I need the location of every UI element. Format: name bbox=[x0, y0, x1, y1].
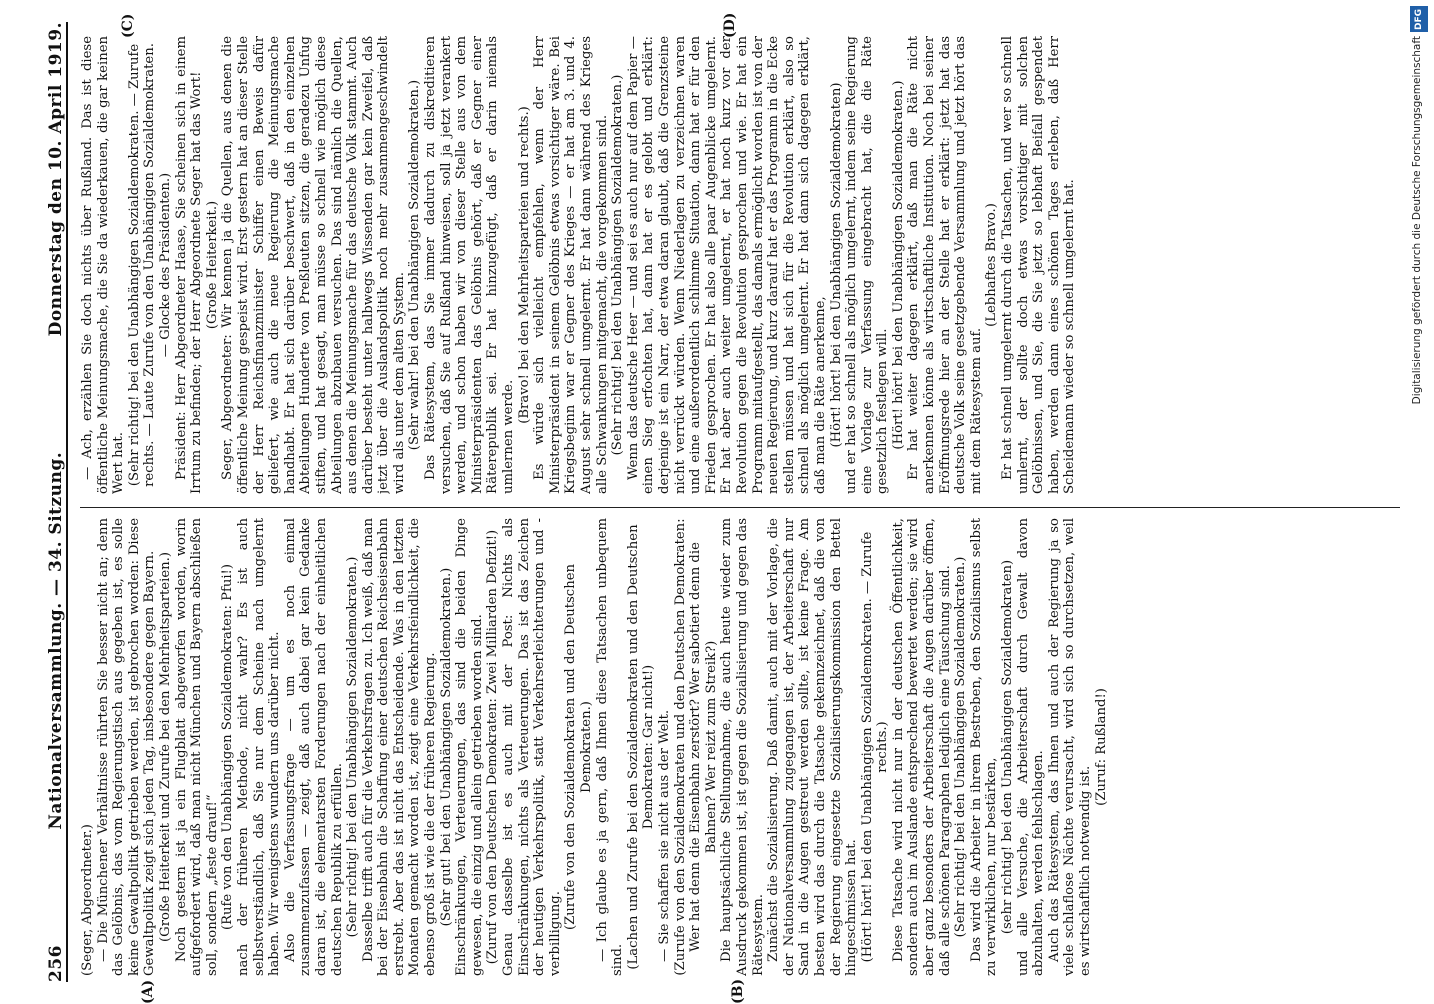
column-divider bbox=[80, 507, 1400, 508]
paragraph: Die hauptsächliche Stellungnahme, die auch heute wieder zum Ausdruck gekommen ist, ist gegen die Sozialisierung und gegen das Rätesystem. bbox=[719, 518, 766, 976]
stage-direction: (Hört! hört! bei den Unabhängigen Sozialdemokraten.) bbox=[890, 80, 906, 450]
paragraph: und er hat so schnell als möglich umgelernt, indem seine Regierung eine Vorlage zur Verfassung eingebracht hat, die die Räte gesetzlich festlegen will. bbox=[844, 36, 891, 494]
running-head bbox=[42, 22, 68, 982]
paragraph: Zunächst die Sozialisierung. Daß damit, auch mit der Vorlage, die der Nationalversammlung zugegangen ist, der Arbeiterschaft nur Sand in die Augen gestreut werden sollte, ist keine Frage. Am besten wird das durch die Tatsache gekennzeichnet, daß die von der Regierung eingesetzte Sozialisierungskommission den Bettel hingeschmissen hat. bbox=[766, 518, 860, 976]
paragraph: Einschränkungen, Verteuerungen, das sind die beiden Dinge gewesen, die einzig und allein getrieben worden sind. bbox=[454, 518, 485, 976]
paragraph: Präsident: Herr Abgeordneter Haase, Sie scheinen sich in einem Irrtum zu befinden; der Herr Abgeordnete Seger hat das Wort! bbox=[173, 36, 205, 494]
paragraph: Diese Tatsache wird nicht nur in der deutschen Öffentlichkeit, sondern auch im Auslande entsprechend bewertet werden; sie wird aber ganz besonders der Arbeiterschaft die Augen darüber öffnen, daß alle schönen Paragraphen lediglich eine Täuschung sind. bbox=[890, 518, 953, 976]
stage-direction: (Lebhaftes Bravo.) bbox=[984, 203, 1000, 327]
stage-direction: (Große Heiterkeit und Zurufe bei den Mehrheitsparteien.) bbox=[157, 552, 173, 942]
paragraph: Auch das Rätesystem, das Ihnen und auch der Regierung ja so viele schlaflose Nächte verursacht, wird sich so durchsetzen, weil es wirtschaftlich notwendig ist. bbox=[1046, 518, 1093, 976]
stage-direction: (Bravo! bei den Mehrheitsparteien und rechts.) bbox=[516, 106, 532, 424]
dfg-logo: DFG bbox=[1410, 6, 1428, 32]
stage-direction: (Lachen und Zurufe bei den Sozialdemokraten und den Deutschen Demokraten: Gar nicht!) bbox=[625, 524, 657, 970]
paragraph: nach der früheren Methode, nicht wahr? Es ist auch selbstverständlich, daß Sie nur dem Scheine nach umgelernt haben. Wir wenigstens wundern uns darüber nicht. bbox=[235, 518, 283, 976]
paragraph: — Ich glaube es ja gern, daß Ihnen diese Tatsachen unbequem sind. bbox=[594, 518, 626, 976]
paragraph: Das wird die Arbeiter in ihrem Bestreben, den Sozialismus selbst zu verwirklichen, nur bestärken, bbox=[968, 518, 1000, 976]
stage-direction: (Sehr wahr! bei den Unabhängigen Sozialdemokraten.) bbox=[407, 79, 423, 451]
paragraph: Noch gestern ist ja ein Flugblatt abgeworfen worden, worin aufgefordert wird, daß man nicht München und Bayern abschließen soll, sondern „feste drauf!“ bbox=[173, 518, 220, 976]
paragraph: Also die Verfassungsfrage — um es noch einmal zusammenzufassen — zeigt, daß auch dabei gar kein Gedanke daran ist, die elementarsten Forderungen nach der einheitlichen deutschen Republik zu erfüllen. bbox=[282, 518, 345, 976]
paragraph: und alle Versuche, die Arbeiterschaft durch Gewalt davon abzuhalten, werden fehlschlagen. bbox=[1015, 518, 1047, 976]
stage-direction: (Sehr richtig! bei den Unabhängigen Sozialdemokraten.) bbox=[953, 556, 969, 938]
paragraph: Das Rätesystem, das Sie immer dadurch zu diskreditieren versuchen, daß Sie auf Rußland hinweisen, soll ja jetzt verankert werden, und schon haben wir von dieser Stelle aus von dem Ministerpräsidenten das Gelöbnis gehört, daß er Gegner einer Räterepublik sei. Er hat hinzugefügt, daß er darin niemals umlernen werde. bbox=[423, 36, 517, 494]
paragraph: Dasselbe trifft auch für die Verkehrsfragen zu. Ich weiß, daß man bei der Eisenbahn die Schaffung einer deutschen Reichseisenbahn erstrebt. Aber das ist nicht das Entscheidende. Was in den letzten Monaten gemacht worden ist, zeigt eine Verkehrsfeindlichkeit, die ebenso groß ist wie die der früheren Regierung. bbox=[360, 518, 439, 976]
stage-direction: (Zuruf: Rußland!) bbox=[1093, 688, 1109, 806]
stage-direction: (Zurufe von den Sozialdemokraten und den Deutschen Demokraten: Wer hat denn die Eisenbahn zerstört? Wer sabotiert denn die Bahnen? Wer reizt zum Streik?) bbox=[672, 518, 719, 976]
paragraph: — Die Münchener Verhältnisse rührten Sie besser nicht an; denn das Gelöbnis, das vom Regierungstisch aus gegeben ist, es solle keine Gewaltpolitik getrieben werden, ist gebrochen worden: Diese Gewaltpolitik zeigt sich jeden Tag, insbesondere gegen Bayern. bbox=[95, 518, 158, 976]
left-column bbox=[80, 518, 1405, 976]
right-column bbox=[80, 36, 1405, 494]
paragraph: Wenn das deutsche Heer — und sei es auch nur auf dem Papier — einen Sieg erfochten hat, dann hat er es gelobt und erklärt: derjenige ist ein Narr, der etwa daran glaubt, daß die Grenzsteine nicht verrückt würden. Wenn Niederlagen zu verzeichnen waren und eine außerordentlich schlimme Situation, dann hat er für den Frieden gesprochen. Er hat also alle paar Augenblicke umgelernt. Er hat aber auch weiter umgelernt, er hat noch kurz vor der Revolution gegen die Revolution gesprochen und wie. Er hat ein Programm mitaufgestellt, das damals ermöglicht worden ist von der neuen Regierung, und kurz darauf hat er das Programm in die Ecke stellen müssen und hat sich für die Revolution erklärt, also so schnell als möglich umgelernt. Er hat dann sich dagegen erklärt, daß man die Räte anerkenne, bbox=[625, 36, 828, 494]
margin-mark-c: (C) bbox=[120, 13, 136, 38]
paragraph: — Ach, erzählen Sie doch nichts über Rußland. Das ist diese öffentliche Meinungsmache, die Sie da wiederkauen, die gar keinen Wert hat. bbox=[80, 36, 127, 494]
header-date: Donnerstag den 10. April 1919. bbox=[46, 22, 66, 337]
margin-mark-d: (D) bbox=[722, 12, 738, 38]
credit-text: Digitalisierung gefördert durch die Deutsche Forschungsgemeinschaft bbox=[1411, 36, 1423, 405]
stage-direction: (Sehr richtig! bei den Unabhängigen Sozialdemokraten. — Zurufe rechts. — Laute Zurufe von den Unabhängigen Sozialdemokraten. — Glocke des Präsidenten.) bbox=[126, 43, 173, 487]
stage-direction: (sehr richtig! bei den Unabhängigen Sozialdemokraten) bbox=[1000, 559, 1016, 935]
stage-direction: (Große Heiterkeit.) bbox=[204, 200, 220, 330]
margin-mark-a: (A) bbox=[140, 979, 156, 1004]
paragraph: Seger, Abgeordneter: Wir kennen ja die Quellen, aus denen die öffentliche Meinung gespeist wird. Erst gestern hat an dieser Stelle der Herr Reichsfinanzminister Schiffer einen Beweis dafür geliefert, wie auch die neue Regierung die Meinungsmache handhabt. Er hat sich darüber beschwert, daß in den einzelnen Abteilungen Hunderte von Preßleuten sitzen, die geradezu Unfug stiften, und hat gesagt, man müsse so schnell wie möglich diese Abteilungen abzubauen versuchen. Das sind nämlich die Quellen, aus denen die Meinungsmache für das deutsche Volk stammt. Auch darüber besteht unter halbwegs Wissenden gar kein Zweifel, daß jetzt über die Auslandspolitik noch mehr zusammengeschwindelt wird als unter dem alten System. bbox=[220, 36, 407, 494]
margin-mark-b: (B) bbox=[730, 978, 746, 1004]
paragraph: Es würde sich vielleicht empfehlen, wenn der Herr Ministerpräsident in seinem Gelöbnis etwas vorsichtiger wäre. Bei Kriegsbeginn war er Gegner des Krieges — er hat am 3. und 4. August sehr schnell umgelernt. Er hat dann während des Krieges alle Schwankungen mitgemacht, die vorgekommen sind. bbox=[532, 36, 610, 494]
digitization-credit bbox=[1408, 0, 1432, 1000]
stage-direction: (Sehr richtig! bei den Unabhängigen Sozialdemokraten.) bbox=[345, 556, 361, 938]
stage-direction: (Zuruf von den Deutschen Demokraten: Zwei Milliarden Defizit!) bbox=[485, 529, 501, 965]
header-left-title: Nationalversammlung. — 34. Sitzung. bbox=[46, 451, 66, 830]
stage-direction: (Zurufe von den Sozialdemokraten und den Deutschen Demokraten.) bbox=[563, 564, 594, 931]
paragraph: Genau dasselbe ist es auch mit der Post: Nichts als Einschränkungen, nichts als Verteuerungen. Das ist das Zeichen der heutigen Verkehrspolitik, statt Verkehrserleichterungen und -verbilligung. bbox=[501, 518, 563, 976]
page-number: 256 bbox=[46, 945, 66, 982]
stage-direction: (Sehr richtig! bei den Unabhängigen Sozialdemokraten.) bbox=[610, 74, 626, 456]
paragraph: — Sie schaffen sie nicht aus der Welt. bbox=[656, 709, 672, 962]
paragraph: Er hat weiter dagegen erklärt, daß man die Räte nicht anerkennen könne als wirtschaftliche Institution. Noch bei seiner Eröffnungsrede hier an der Stelle hat er erklärt: jetzt hat das deutsche Volk seine gesetzgebende Versammlung und jetzt hört das mit dem Rätesystem auf. bbox=[906, 36, 984, 494]
stage-direction: (Rufe von den Unabhängigen Sozialdemokraten: Pfui!) bbox=[220, 564, 236, 931]
stage-direction: (Hört! hört! bei den Unabhängigen Sozialdemokraten) bbox=[828, 82, 844, 448]
speaker-line: (Seger, Abgeordneter.) bbox=[80, 824, 95, 976]
stage-direction: (Hört! hört! bei den Unabhängigen Sozialdemokraten. — Zurufe rechts.) bbox=[859, 531, 891, 963]
paragraph: Er hat schnell umgelernt durch die Tatsachen, und wer so schnell umlernt, der sollte doch etwas vorsichtiger mit solchen Gelöbnissen, und Sie, die Sie jetzt so lebhaft Beifall gespendet haben, werden dann eines schönen Tages erleben, daß Herr Scheidemann wieder so schnell umgelernt hat. bbox=[1000, 36, 1078, 494]
stage-direction: (Sehr gut! bei den Unabhängigen Sozialdemokraten.) bbox=[438, 567, 454, 927]
